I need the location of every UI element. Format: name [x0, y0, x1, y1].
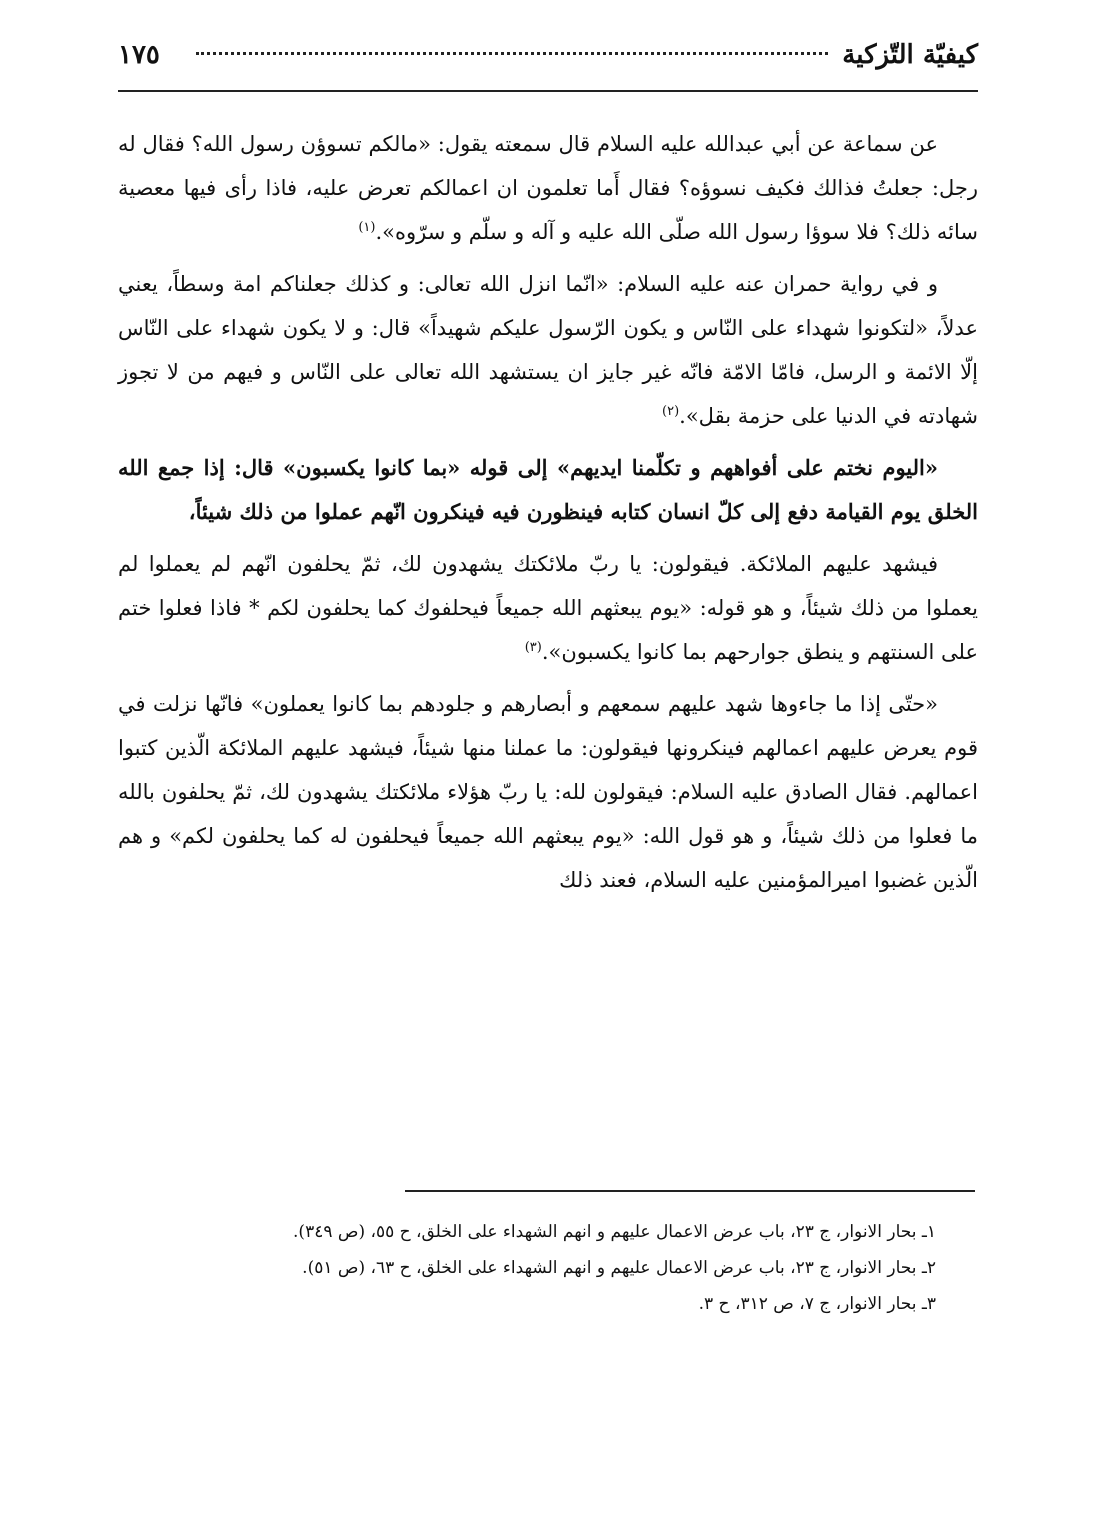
paragraph-5	[118, 682, 978, 902]
page-number: ١٧٥	[118, 40, 160, 70]
footnote-3: ٣ـ بحار الانوار، ج ٧، ص ٣١٢، ح ٣.	[698, 1294, 936, 1314]
paragraph-5-text: «حتّى إذا ما جاءوها شهد عليهم سمعهم و أبصارهم و جلودهم بما كانوا يعملون» فانّها نزلت في قوم يعرض عليهم اعمالهم فينكرونها فيقولون: ما عملنا منها شيئاً، فيشهد عليهم الملائكة الّذين كتبوا اعمالهم. فقال الصادق عليه السلام: فيقولون لله: يا ربّ هؤلاء ملائكتك يشهدون لك، ثمّ يحلفون بالله ما فعلوا من ذلك شيئاً، و هو قول الله: «يوم يبعثهم الله جميعاً فيحلفون له كما يحلفون لكم» و هم الّذين غضبوا اميرالمؤمنين عليه السلام، فعند ذلك	[118, 692, 978, 892]
paragraph-4-text: فيشهد عليهم الملائكة. فيقولون: يا ربّ ملائكتك يشهدون لك، ثمّ يحلفون انّهم لم يعملوا لم يعملوا من ذلك شيئاً، و هو قوله: «يوم يبعثهم الله جميعاً فيحلفوك كما يحلفون لكم * فاذا فعلوا ختم على السنتهم و ينطق جوارحهم بما كانوا يكسبون».	[118, 552, 978, 664]
running-header	[118, 38, 978, 86]
paragraph-3	[118, 446, 978, 534]
chapter-title: كيفيّة التّزكية	[842, 40, 978, 70]
paragraph-4	[118, 542, 978, 674]
footnotes	[118, 1214, 976, 1322]
paragraph-2	[118, 262, 978, 438]
footnote-ref-1: (١)	[358, 220, 376, 235]
footnote-rule	[405, 1190, 975, 1192]
paragraph-1-text: عن سماعة عن أبي عبدالله عليه السلام قال سمعته يقول: «مالكم تسوؤن رسول الله؟ فقال له رجل: جعلتُ فذالك فكيف نسوؤه؟ فقال أَما تعلمون ان اعمالكم تعرض عليه، فاذا رأى فيها معصية سائه ذلك؟ فلا سوؤا رسول الله صلّى الله عليه و آله و سلّم و سرّوه».	[118, 132, 978, 244]
header-dot-leader	[196, 52, 828, 55]
paragraph-2-text: و في رواية حمران عنه عليه السلام: «انّما انزل الله تعالى: و كذلك جعلناكم امة وسطاً، يعني عدلاً، «لتكونوا شهداء على النّاس و يكون الرّسول عليكم شهيداً» قال: و لا يكون شهداء على النّاس إلّا الائمة و الرسل، فامّا الامّة فانّه غير جايز ان يستشهد الله تعالى على النّاس و فيهم من لا تجوز شهادته في الدنيا على حزمة بقل».	[118, 272, 978, 428]
paragraph-3-text: «اليوم نختم على أفواههم و تكلّمنا ايديهم» إلى قوله «بما كانوا يكسبون» قال: إذا جمع الله الخلق يوم القيامة دفع إلى كلّ انسان كتابه فينظورن فيه فينكرون انّهم عملوا من ذلك شيئاً،	[118, 455, 978, 524]
main-text	[118, 122, 978, 910]
paragraph-1	[118, 122, 978, 254]
footnote-ref-2: (٢)	[662, 404, 680, 419]
footnote-2: ٢ـ بحار الانوار، ج ٢٣، باب عرض الاعمال عليهم و انهم الشهداء على الخلق، ح ٦٣، (ص ٥١).	[302, 1258, 936, 1278]
footnote-1: ١ـ بحار الانوار، ج ٢٣، باب عرض الاعمال عليهم و انهم الشهداء على الخلق، ح ٥٥، (ص ٣٤٩).	[293, 1222, 936, 1242]
footnote-ref-3: (٣)	[524, 640, 542, 655]
header-rule	[118, 90, 978, 92]
